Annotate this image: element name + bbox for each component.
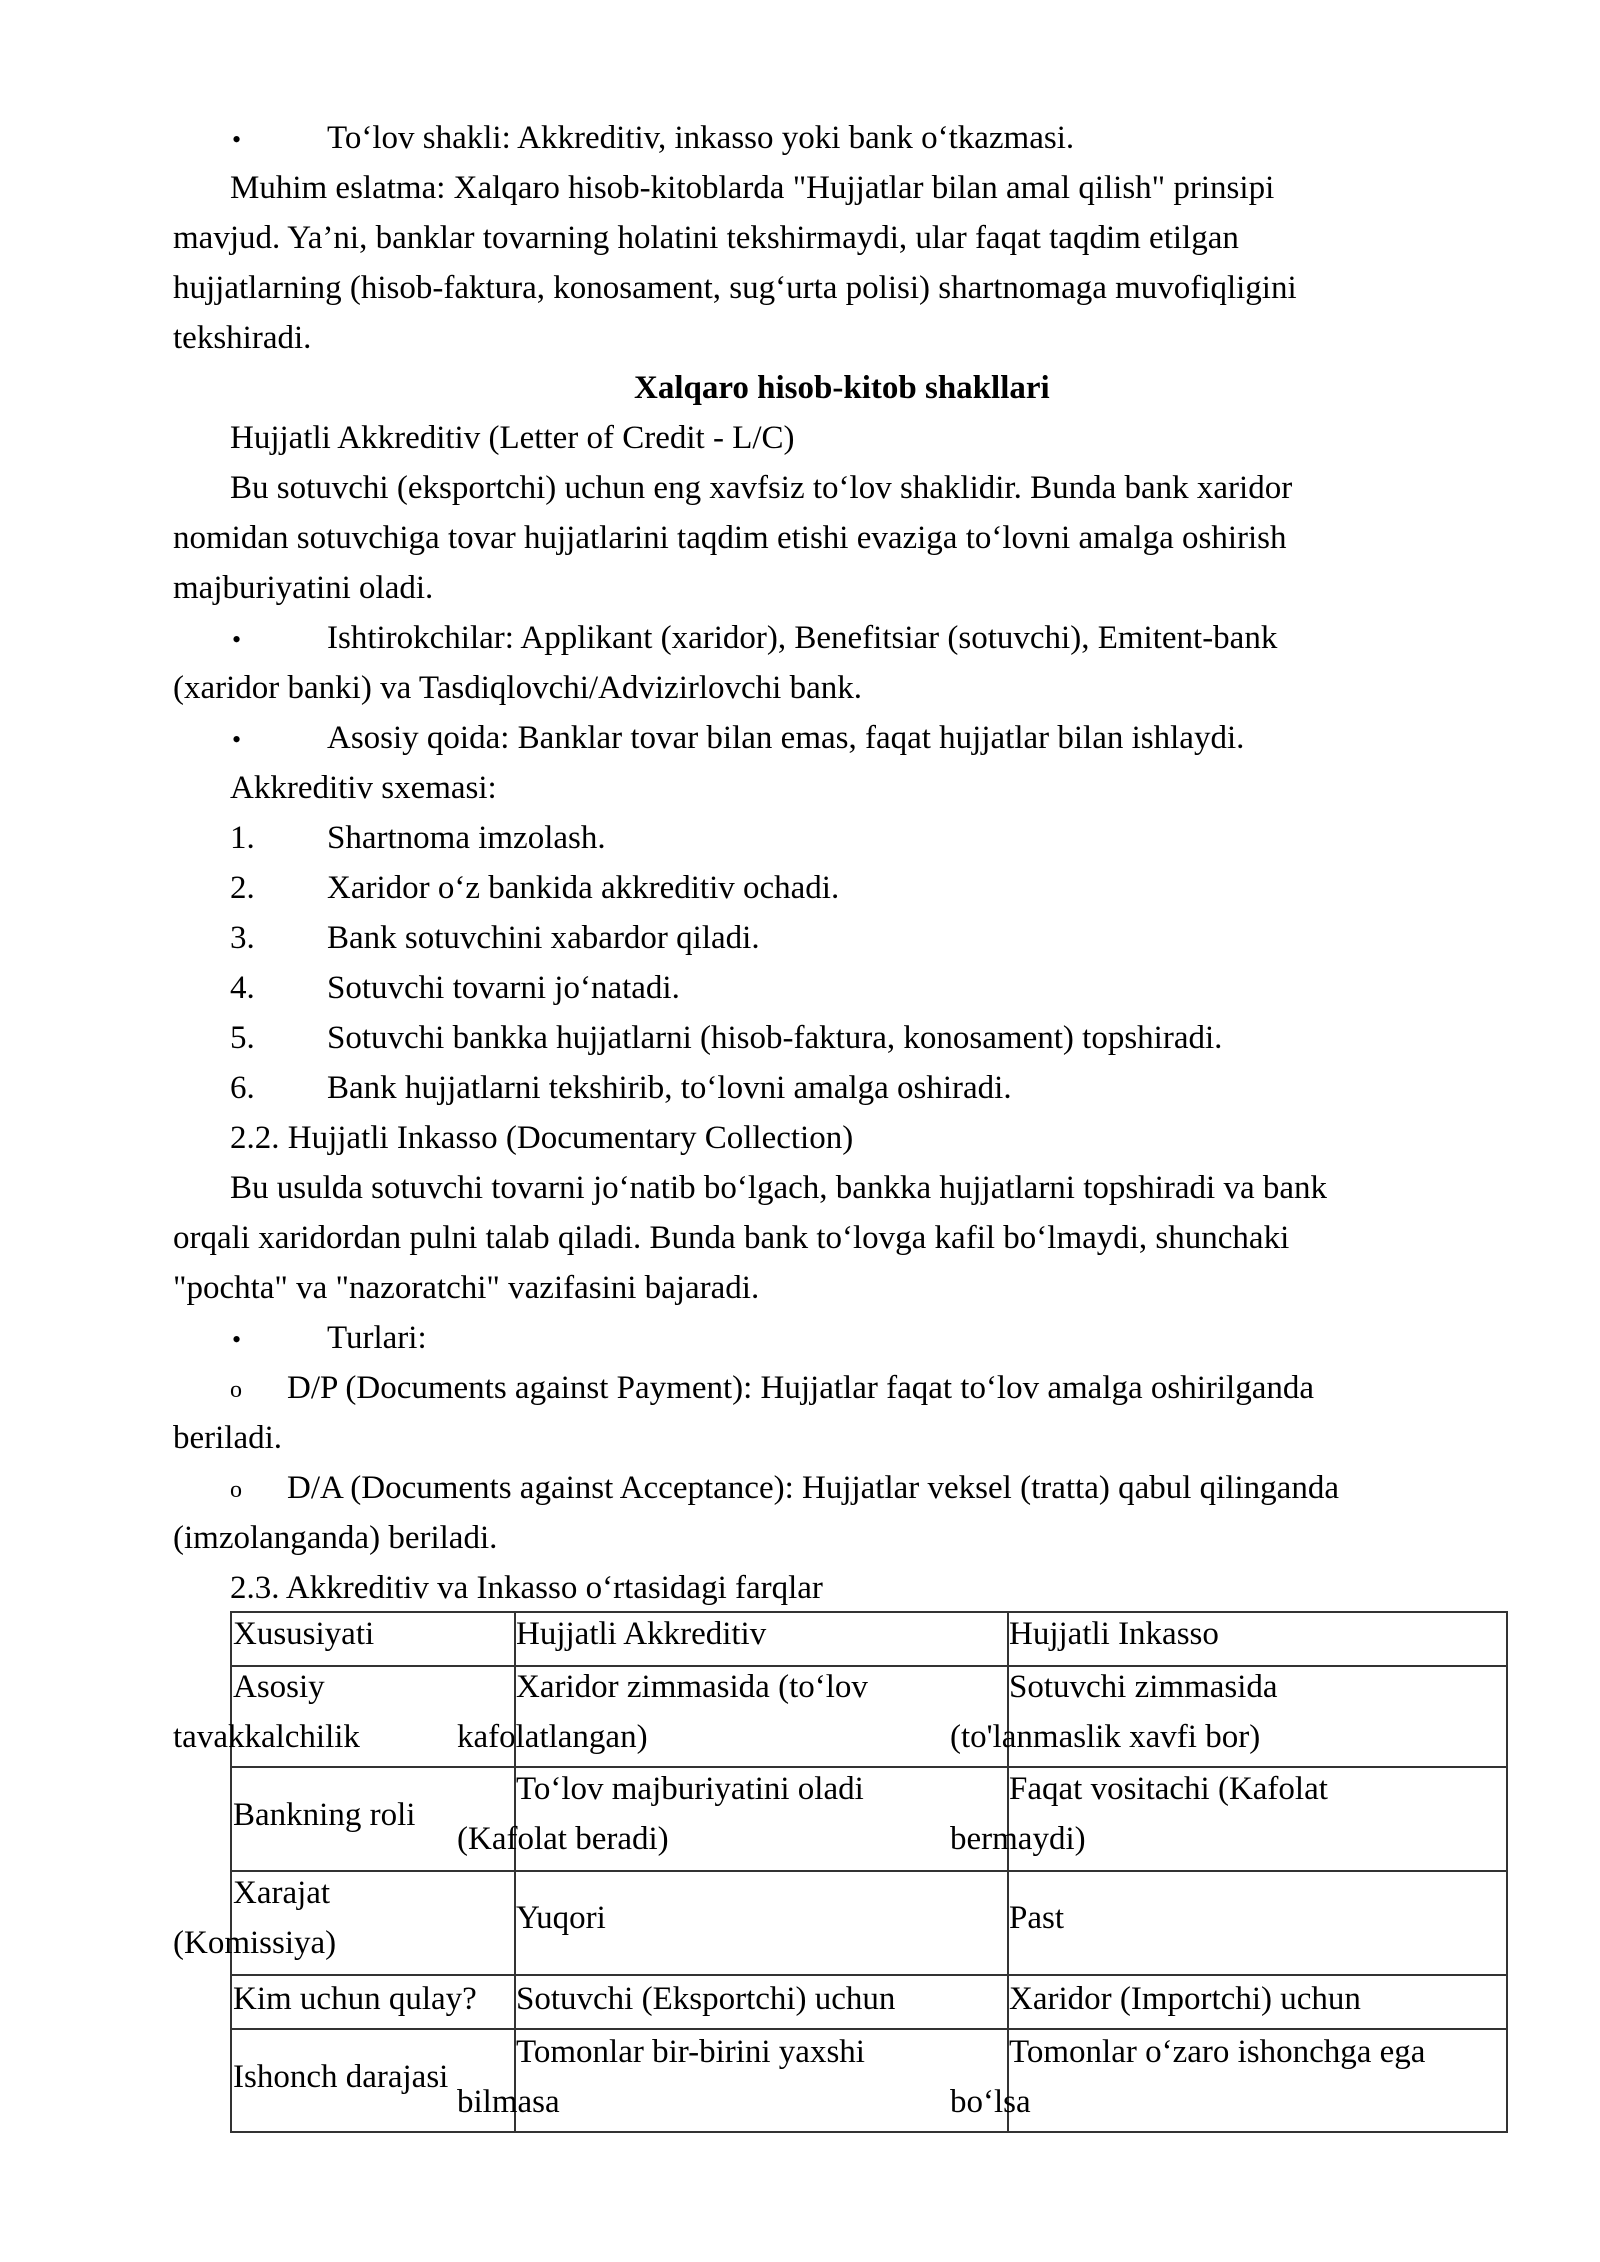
step-text: Xaridor o‘z bankida akkreditiv ochadi. xyxy=(327,870,840,906)
table-cell-lc: Sotuvchi (Eksportchi) uchun xyxy=(516,1981,896,2017)
table-cell-collection: Faqat vositachi (Kafolat xyxy=(1009,1771,1328,1807)
bullet-marker: • xyxy=(232,625,242,654)
da-line: (imzolanganda) beriladi. xyxy=(173,1520,498,1556)
table-row-divider xyxy=(232,1870,1506,1872)
dp-line: beriladi. xyxy=(173,1420,283,1456)
step-number: 6. xyxy=(230,1070,255,1106)
collection-desc-line: orqali xaridordan pulni talab qiladi. Bunda bank to‘lovga kafil bo‘lmaydi, shunchaki xyxy=(173,1220,1290,1256)
table-cell-collection: bo‘lsa xyxy=(950,2084,1031,2120)
lc-desc-line: nomidan sotuvchiga tovar hujjatlarini taqdim etishi evaziga to‘lovni amalga oshirish xyxy=(173,520,1287,556)
lc-desc-line: majburiyatini oladi. xyxy=(173,570,434,606)
table-cell-collection: bermaydi) xyxy=(950,1821,1086,1857)
step-number: 5. xyxy=(230,1020,255,1056)
table-cell-lc: To‘lov majburiyatini oladi xyxy=(516,1771,864,1807)
step-number: 1. xyxy=(230,820,255,856)
table-row-divider xyxy=(232,1974,1506,1976)
sub-bullet-marker: o xyxy=(230,1377,242,1403)
table-header-cell: Hujjatli Akkreditiv xyxy=(516,1616,767,1652)
comparison-title: 2.3. Akkreditiv va Inkasso o‘rtasidagi farqlar xyxy=(230,1570,823,1606)
collection-desc-line: Bu usulda sotuvchi tovarni jo‘natib bo‘lgach, bankka hujjatlarni topshiradi va bank xyxy=(230,1170,1328,1206)
table-cell-collection: Sotuvchi zimmasida xyxy=(1009,1669,1278,1705)
table-row-divider xyxy=(232,1766,1506,1768)
table-cell-lc: kafolatlangan) xyxy=(457,1719,648,1755)
scheme-title: Akkreditiv sxemasi: xyxy=(230,770,497,806)
sub-bullet-marker: o xyxy=(230,1477,242,1503)
dp-line: D/P (Documents against Payment): Hujjatlar faqat to‘lov amalga oshirilganda xyxy=(287,1370,1315,1406)
table-header-cell: Xususiyati xyxy=(233,1616,375,1652)
participants-line: Ishtirokchilar: Applikant (xaridor), Benefitsiar (sotuvchi), Emitent-bank xyxy=(327,620,1278,656)
bullet-marker: • xyxy=(232,725,242,754)
participants-line: (xaridor banki) va Tasdiqlovchi/Advizirlovchi bank. xyxy=(173,670,862,706)
table-cell-lc: Yuqori xyxy=(516,1900,606,1936)
table-cell-feature: Xarajat xyxy=(233,1875,331,1911)
note-line: Muhim eslatma: Xalqaro hisob-kitoblarda "Hujjatlar bilan amal qilish" prinsipi xyxy=(230,170,1275,206)
table-cell-feature: Asosiy xyxy=(233,1669,325,1705)
step-text: Sotuvchi tovarni jo‘natadi. xyxy=(327,970,680,1006)
table-row-divider xyxy=(232,1665,1506,1667)
step-text: Shartnoma imzolash. xyxy=(327,820,606,856)
table-cell-lc: Xaridor zimmasida (to‘lov xyxy=(516,1669,868,1705)
table-cell-collection: Tomonlar o‘zaro ishonchga ega xyxy=(1009,2034,1426,2070)
note-line: mavjud. Ya’ni, banklar tovarning holatini tekshirmaydi, ular faqat taqdim etilgan xyxy=(173,220,1239,256)
step-text: Bank sotuvchini xabardor qiladi. xyxy=(327,920,760,956)
step-number: 3. xyxy=(230,920,255,956)
step-number: 4. xyxy=(230,970,255,1006)
table-cell-collection: Xaridor (Importchi) uchun xyxy=(1009,1981,1361,2017)
table-header-cell: Hujjatli Inkasso xyxy=(1009,1616,1219,1652)
bullet-marker: • xyxy=(232,1325,242,1354)
table-cell-lc: bilmasa xyxy=(457,2084,560,2120)
table-cell-feature: (Komissiya) xyxy=(173,1925,337,1961)
table-cell-feature: Kim uchun qulay? xyxy=(233,1981,477,2017)
bullet-marker: • xyxy=(232,125,242,154)
payment-form-item: To‘lov shakli: Akkreditiv, inkasso yoki bank o‘tkazmasi. xyxy=(327,120,1075,156)
table-cell-collection: (to'lanmaslik xavfi bor) xyxy=(950,1719,1261,1755)
table-cell-lc: Tomonlar bir-birini yaxshi xyxy=(516,2034,865,2070)
step-number: 2. xyxy=(230,870,255,906)
step-text: Sotuvchi bankka hujjatlarni (hisob-faktura, konosament) topshiradi. xyxy=(327,1020,1223,1056)
collection-title: 2.2. Hujjatli Inkasso (Documentary Collection) xyxy=(230,1120,854,1156)
table-cell-feature: Ishonch darajasi xyxy=(233,2059,449,2095)
main-rule: Asosiy qoida: Banklar tovar bilan emas, faqat hujjatlar bilan ishlaydi. xyxy=(327,720,1245,756)
table-row-divider xyxy=(232,2028,1506,2030)
collection-desc-line: "pochta" va "nazoratchi" vazifasini bajaradi. xyxy=(173,1270,760,1306)
step-text: Bank hujjatlarni tekshirib, to‘lovni amalga oshiradi. xyxy=(327,1070,1012,1106)
table-cell-collection: Past xyxy=(1009,1900,1065,1936)
note-line: hujjatlarning (hisob-faktura, konosament, sug‘urta polisi) shartnomaga muvofiqligini xyxy=(173,270,1297,306)
lc-title: Hujjatli Akkreditiv (Letter of Credit - L/C) xyxy=(230,420,795,456)
table-cell-feature: tavakkalchilik xyxy=(173,1719,360,1755)
types-label: Turlari: xyxy=(327,1320,427,1356)
lc-desc-line: Bu sotuvchi (eksportchi) uchun eng xavfsiz to‘lov shaklidir. Bunda bank xaridor xyxy=(230,470,1293,506)
table-cell-feature: Bankning roli xyxy=(233,1797,416,1833)
note-line: tekshiradi. xyxy=(173,320,312,356)
table-cell-lc: (Kafolat beradi) xyxy=(457,1821,669,1857)
section-title: Xalqaro hisob-kitob shakllari xyxy=(634,370,1050,406)
da-line: D/A (Documents against Acceptance): Hujjatlar veksel (tratta) qabul qilinganda xyxy=(287,1470,1339,1506)
